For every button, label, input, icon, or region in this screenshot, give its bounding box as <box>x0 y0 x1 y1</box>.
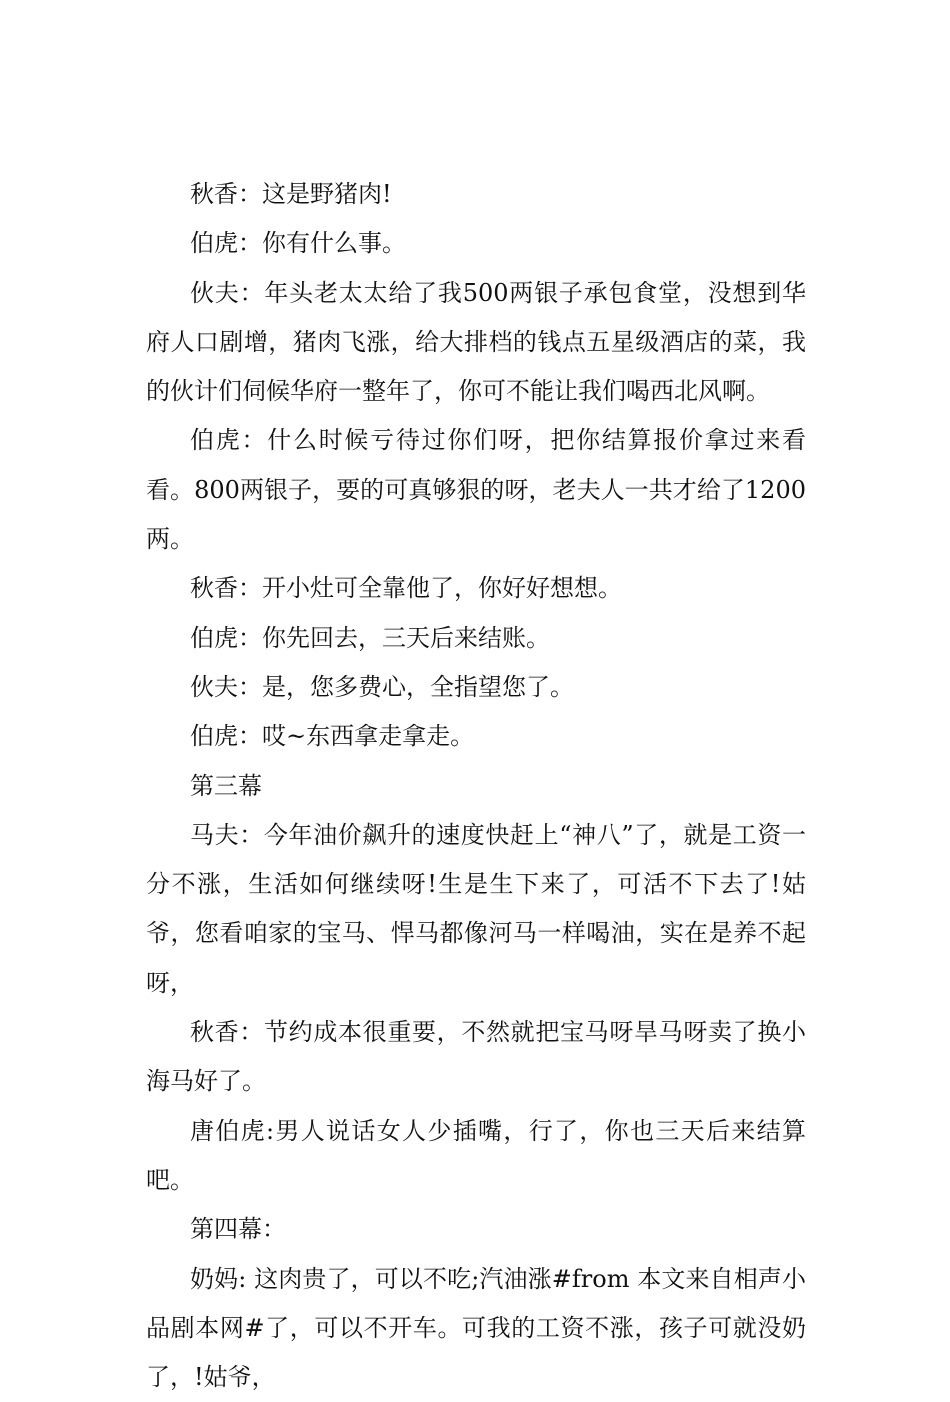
paragraph-qiuxiang-2: 秋香：开小灶可全靠他了，你好好想想。 <box>190 574 622 603</box>
act-three-heading: 第三幕 <box>190 771 262 800</box>
paragraph-bohu-2: 伯虎：什么时候亏待过你们呀，把你结算报价拿过来看看。800两银子，要的可真够狠的呀，老夫人一共才给了1200两。 <box>146 426 806 554</box>
paragraph-bohu-3: 伯虎：你先回去，三天后来结账。 <box>190 623 550 652</box>
document-body <box>146 170 806 1402</box>
paragraph-qiuxiang-1: 秋香：这是野猪肉! <box>190 180 392 208</box>
act-four-heading: 第四幕： <box>190 1215 286 1244</box>
paragraph-bohu-1: 伯虎：你有什么事。 <box>190 229 406 258</box>
paragraph-tang-bohu-1: 唐伯虎:男人说话女人少插嘴，行了，你也三天后来结算吧。 <box>146 1116 806 1194</box>
paragraph-cook-2: 伙夫：是，您多费心，全指望您了。 <box>190 672 574 701</box>
paragraph-nanny-1: 奶妈: 这肉贵了，可以不吃;汽油涨#from 本文来自相声小品剧本网#了，可以不开车。可我的工资不涨，孩子可就没奶了，!姑爷， <box>146 1264 806 1392</box>
paragraph-qiuxiang-3: 秋香：节约成本很重要，不然就把宝马呀旱马呀卖了换小海马好了。 <box>146 1018 806 1096</box>
paragraph-cook-1: 伙夫：年头老太太给了我500两银子承包食堂，没想到华府人口剧增，猪肉飞涨，给大排档的钱点五星级酒店的菜，我的伙计们伺候华府一整年了，你可不能让我们喝西北风啊。 <box>146 278 806 406</box>
paragraph-bohu-4: 伯虎：哎~东西拿走拿走。 <box>190 722 475 751</box>
paragraph-groom-1: 马夫：今年油价飙升的速度快赶上“神八”了，就是工资一分不涨，生活如何继续呀!生是生下来了，可活不下去了!姑爷，您看咱家的宝马、悍马都像河马一样喝油，实在是养不起呀， <box>146 820 806 997</box>
